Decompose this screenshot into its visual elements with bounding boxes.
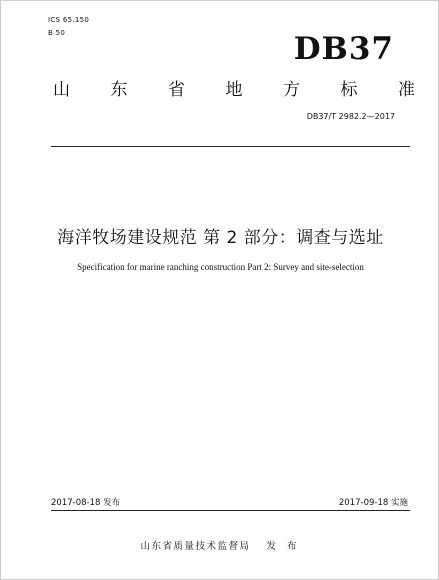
issue-action: 发 布 xyxy=(266,541,301,552)
standard-code-logo: DB37 xyxy=(293,31,394,67)
footer-divider xyxy=(51,510,410,511)
standard-type-char: 省 xyxy=(168,80,185,100)
standard-type-char: 标 xyxy=(340,80,358,100)
issue-date: 2017-08-18 发布 xyxy=(51,498,121,508)
standard-number: DB37/T 2982.2—2017 xyxy=(306,112,395,121)
standard-type-char: 山 xyxy=(53,80,70,100)
standard-type-title xyxy=(53,75,415,100)
issuing-authority xyxy=(1,538,439,552)
document-title-english: Specification for marine ranching construction Part 2: Survey and site-selection xyxy=(77,262,364,272)
standard-type-char: 准 xyxy=(398,80,415,100)
ccs-code: B 50 xyxy=(48,29,66,37)
ics-code: ICS 65.150 xyxy=(48,16,90,24)
document-title-chinese: 海洋牧场建设规范 第 2 部分：调查与选址 xyxy=(57,228,384,248)
implementation-date: 2017-09-18 实施 xyxy=(338,498,408,508)
standard-type-char: 东 xyxy=(110,80,128,100)
standard-type-char: 方 xyxy=(283,80,300,100)
header-divider xyxy=(51,146,410,147)
issuer-name: 山东省质量技术监督局 xyxy=(140,541,251,552)
standard-type-char: 地 xyxy=(225,80,243,100)
